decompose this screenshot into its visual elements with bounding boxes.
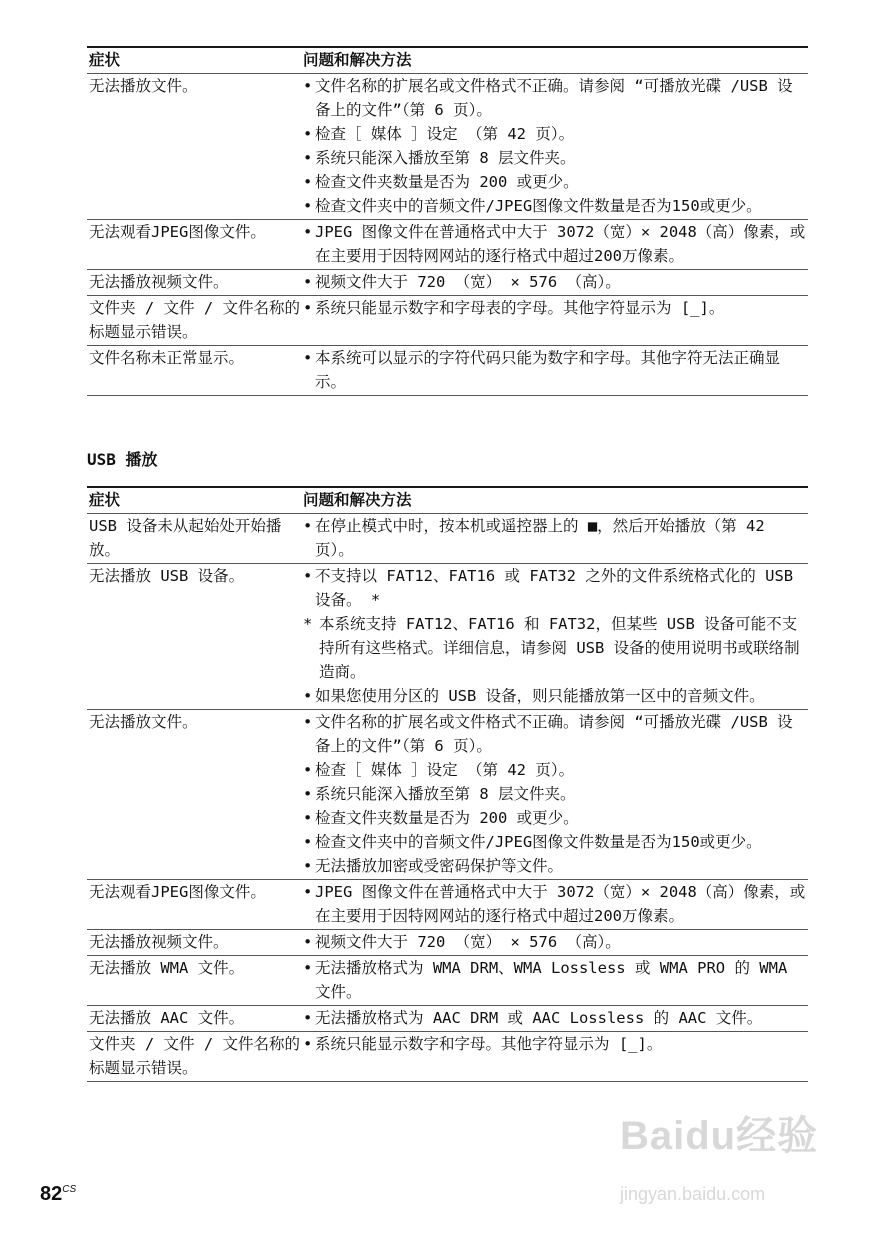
solution-text: 检查［ 媒体 ］设定 （第 42 页）。 bbox=[315, 761, 575, 779]
solution-cell bbox=[303, 220, 808, 269]
header-solution: 问题和解决方法 bbox=[303, 491, 412, 509]
page-number bbox=[40, 1178, 76, 1206]
symptom-cell: 无法播放 AAC 文件。 bbox=[89, 1009, 245, 1027]
table-row bbox=[87, 880, 808, 930]
solution-item bbox=[303, 270, 808, 294]
troubleshooting-table-2 bbox=[87, 486, 808, 1082]
solution-item bbox=[303, 220, 808, 268]
bullet-icon: • bbox=[303, 125, 313, 143]
table-row bbox=[87, 710, 808, 880]
table-body bbox=[87, 74, 808, 396]
symptom-cell: 文件夹 / 文件 / 文件名称的标题显示错误。 bbox=[89, 299, 300, 341]
solution-text: 如果您使用分区的 USB 设备，则只能播放第一区中的音频文件。 bbox=[315, 687, 765, 705]
header-symptom: 症状 bbox=[89, 51, 121, 69]
solution-text: 无法播放格式为 WMA DRM、WMA Lossless 或 WMA PRO 的 WMA 文件。 bbox=[315, 959, 788, 1001]
solution-item bbox=[303, 782, 808, 806]
solution-item bbox=[303, 854, 808, 878]
solution-cell bbox=[303, 296, 808, 345]
symptom-cell: 文件名称未正常显示。 bbox=[89, 349, 245, 367]
solution-text: 文件名称的扩展名或文件格式不正确。请参阅 “可播放光碟 /USB 设备上的文件”（第 6 页）。 bbox=[315, 713, 793, 755]
solution-cell bbox=[303, 880, 808, 929]
solution-text: 不支持以 FAT12、FAT16 或 FAT32 之外的文件系统格式化的 USB 设备。 * bbox=[315, 567, 794, 609]
table-row bbox=[87, 74, 808, 220]
solution-text: 检查［ 媒体 ］设定 （第 42 页）。 bbox=[315, 125, 575, 143]
bullet-icon: • bbox=[303, 857, 313, 875]
solution-cell bbox=[303, 1032, 808, 1081]
solution-item bbox=[303, 880, 808, 928]
bullet-icon: • bbox=[303, 517, 313, 535]
solution-cell bbox=[303, 514, 808, 563]
bullet-icon: • bbox=[303, 149, 313, 167]
solution-item bbox=[303, 806, 808, 830]
solution-item bbox=[303, 758, 808, 782]
symptom-cell: USB 设备未从起始处开始播放。 bbox=[89, 517, 282, 559]
bullet-icon: • bbox=[303, 933, 313, 951]
bullet-icon: • bbox=[303, 713, 313, 731]
troubleshooting-table-1 bbox=[87, 46, 808, 396]
solution-item bbox=[303, 122, 808, 146]
bullet-icon: • bbox=[303, 1035, 313, 1053]
solution-item bbox=[303, 564, 808, 612]
bullet-icon: • bbox=[303, 809, 313, 827]
table-row bbox=[87, 270, 808, 296]
solution-text: 系统只能深入播放至第 8 层文件夹。 bbox=[315, 149, 576, 167]
solution-text: 在停止模式中时，按本机或遥控器上的 ■，然后开始播放（第 42 页）。 bbox=[315, 517, 765, 559]
solution-item bbox=[303, 74, 808, 122]
footnote bbox=[303, 612, 808, 684]
table-row bbox=[87, 296, 808, 346]
table-row bbox=[87, 930, 808, 956]
bullet-icon: • bbox=[303, 785, 313, 803]
solution-cell bbox=[303, 956, 808, 1005]
solution-text: 本系统可以显示的字符代码只能为数字和字母。其他字符无法正确显示。 bbox=[315, 349, 781, 391]
solution-cell bbox=[303, 564, 808, 709]
solution-text: 无法播放加密或受密码保护等文件。 bbox=[315, 857, 564, 875]
solution-cell bbox=[303, 346, 808, 395]
header-solution: 问题和解决方法 bbox=[303, 51, 412, 69]
solution-text: 文件名称的扩展名或文件格式不正确。请参阅 “可播放光碟 /USB 设备上的文件”（第 6 页）。 bbox=[315, 77, 793, 119]
solution-item bbox=[303, 956, 808, 1004]
bullet-icon: • bbox=[303, 1009, 313, 1027]
symptom-cell: 无法播放视频文件。 bbox=[89, 933, 229, 951]
table-header bbox=[87, 48, 808, 74]
solution-item bbox=[303, 1032, 808, 1056]
table-row bbox=[87, 564, 808, 710]
solution-item bbox=[303, 194, 808, 218]
solution-item bbox=[303, 1006, 808, 1030]
solution-item bbox=[303, 170, 808, 194]
solution-text: 视频文件大于 720 （宽） × 576 （高）。 bbox=[315, 273, 621, 291]
header-symptom: 症状 bbox=[89, 491, 121, 509]
watermark bbox=[600, 1114, 830, 1214]
solution-text: JPEG 图像文件在普通格式中大于 3072（宽）× 2048（高）像素，或在主要用于因特网网站的逐行格式中超过200万像素。 bbox=[315, 223, 806, 265]
bullet-icon: • bbox=[303, 197, 313, 215]
solution-item bbox=[303, 346, 808, 394]
symptom-cell: 无法播放文件。 bbox=[89, 77, 198, 95]
bullet-icon: • bbox=[303, 273, 313, 291]
solution-item bbox=[303, 930, 808, 954]
table-row bbox=[87, 1006, 808, 1032]
solution-item bbox=[303, 296, 808, 320]
solution-item bbox=[303, 830, 808, 854]
solution-cell bbox=[303, 930, 808, 955]
table-row bbox=[87, 220, 808, 270]
solution-text: 视频文件大于 720 （宽） × 576 （高）。 bbox=[315, 933, 621, 951]
bullet-icon: • bbox=[303, 173, 313, 191]
symptom-cell: 文件夹 / 文件 / 文件名称的标题显示错误。 bbox=[89, 1035, 300, 1077]
footnote-text: 本系统支持 FAT12、FAT16 和 FAT32，但某些 USB 设备可能不支持所有这些格式。详细信息，请参阅 USB 设备的使用说明书或联络制造商。 bbox=[319, 615, 800, 681]
solution-text: 检查文件夹数量是否为 200 或更少。 bbox=[315, 173, 579, 191]
table-row bbox=[87, 956, 808, 1006]
solution-text: 检查文件夹中的音频文件/JPEG图像文件数量是否为150或更少。 bbox=[315, 833, 762, 851]
bullet-icon: • bbox=[303, 567, 313, 585]
solution-text: 系统只能显示数字和字母表的字母。其他字符显示为 [_]。 bbox=[315, 299, 725, 317]
solution-cell bbox=[303, 1006, 808, 1031]
table-header bbox=[87, 488, 808, 514]
solution-item bbox=[303, 684, 808, 708]
bullet-icon: • bbox=[303, 349, 313, 367]
solution-text: 系统只能显示数字和字母。其他字符显示为 [_]。 bbox=[315, 1035, 663, 1053]
bullet-icon: • bbox=[303, 761, 313, 779]
solution-text: 检查文件夹中的音频文件/JPEG图像文件数量是否为150或更少。 bbox=[315, 197, 762, 215]
footnote-mark: * bbox=[303, 615, 313, 633]
symptom-cell: 无法播放视频文件。 bbox=[89, 273, 229, 291]
solution-cell bbox=[303, 270, 808, 295]
watermark-logo: Baidu经验 bbox=[620, 1114, 819, 1158]
solution-text: JPEG 图像文件在普通格式中大于 3072（宽）× 2048（高）像素，或在主要用于因特网网站的逐行格式中超过200万像素。 bbox=[315, 883, 806, 925]
solution-cell bbox=[303, 710, 808, 879]
solution-item bbox=[303, 514, 808, 562]
symptom-cell: 无法播放 USB 设备。 bbox=[89, 567, 245, 585]
table-row bbox=[87, 514, 808, 564]
solution-item bbox=[303, 146, 808, 170]
solution-text: 无法播放格式为 AAC DRM 或 AAC Lossless 的 AAC 文件。 bbox=[315, 1009, 763, 1027]
symptom-cell: 无法播放文件。 bbox=[89, 713, 198, 731]
symptom-cell: 无法观看JPEG图像文件。 bbox=[89, 223, 266, 241]
solution-text: 检查文件夹数量是否为 200 或更少。 bbox=[315, 809, 579, 827]
solution-cell bbox=[303, 74, 808, 219]
bullet-icon: • bbox=[303, 77, 313, 95]
bullet-icon: • bbox=[303, 959, 313, 977]
bullet-icon: • bbox=[303, 299, 313, 317]
section-title-usb-playback: USB 播放 bbox=[87, 450, 158, 469]
bullet-icon: • bbox=[303, 883, 313, 901]
solution-item bbox=[303, 710, 808, 758]
page-number-value: 82 bbox=[40, 1183, 63, 1205]
watermark-url: jingyan.baidu.com bbox=[620, 1184, 766, 1204]
solution-text: 系统只能深入播放至第 8 层文件夹。 bbox=[315, 785, 576, 803]
bullet-icon: • bbox=[303, 687, 313, 705]
table-body bbox=[87, 514, 808, 1082]
page-number-suffix: CS bbox=[62, 1184, 77, 1195]
table-row bbox=[87, 1032, 808, 1082]
bullet-icon: • bbox=[303, 833, 313, 851]
bullet-icon: • bbox=[303, 223, 313, 241]
table-row bbox=[87, 346, 808, 396]
symptom-cell: 无法观看JPEG图像文件。 bbox=[89, 883, 266, 901]
symptom-cell: 无法播放 WMA 文件。 bbox=[89, 959, 245, 977]
